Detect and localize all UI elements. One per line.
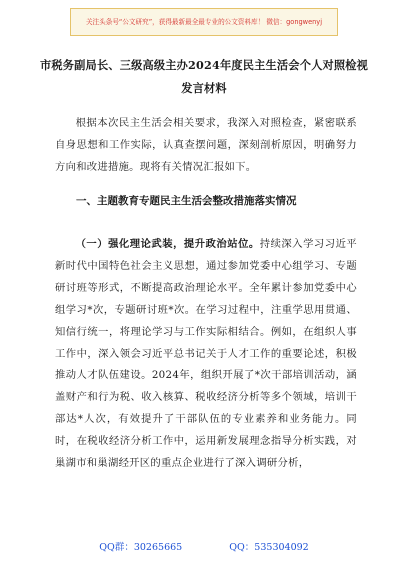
- top-banner: [70, 8, 338, 36]
- footer: [0, 539, 408, 553]
- footer-qq: QQ：535304092: [229, 542, 309, 553]
- section-heading: 一、主题教育专题民主生活会整改措施落实情况: [76, 195, 297, 207]
- banner-text: 关注头条号“公文研究”，获得最新最全最专业的公文资料库！ 微信：gongwenyj: [85, 18, 323, 26]
- subheading: （一）强化理论武装，提升政治站位。: [75, 238, 260, 250]
- footer-qq-group: QQ群：30265665: [99, 542, 183, 553]
- document-title: 市税务副局长、三级高级主办2024年度民主生活会个人对照检视发言材料: [40, 58, 369, 95]
- body-text: 持续深入学习习近平新时代中国特色社会主义思想，通过参加党委中心组学习、专题研讨班等形式，不断提高政治理论水平。全年累计参加党委中心组学习*次，专题研讨班*次。在学习过程中，注重学思用贯通、知信行统一，将理论学习与工作实际相结合。例如，在组织人事工作中，深入领会习近平总书记关于人才工作的重要论述，积极推动人才队伍建设。2024年，组织开展了*次干部培训活动，涵盖财产和行为税、收入核算、税收经济分析等多个领域，培训干部达*人次，有效提升了干部队伍的专业素养和业务能力。同时，在税收经济分析工作中，运用新发展理念指导分析实践，对巢湖市和巢湖经开区的重点企业进行了深入调研分析，: [55, 238, 358, 470]
- intro-paragraph: 根据本次民主生活会相关要求，我深入对照检查，紧密联系自身思想和工作实际，认真查摆问题，深刻剖析原因，明确努力方向和改进措施。现将有关情况汇报如下。: [55, 117, 357, 173]
- body-paragraph: [55, 234, 357, 475]
